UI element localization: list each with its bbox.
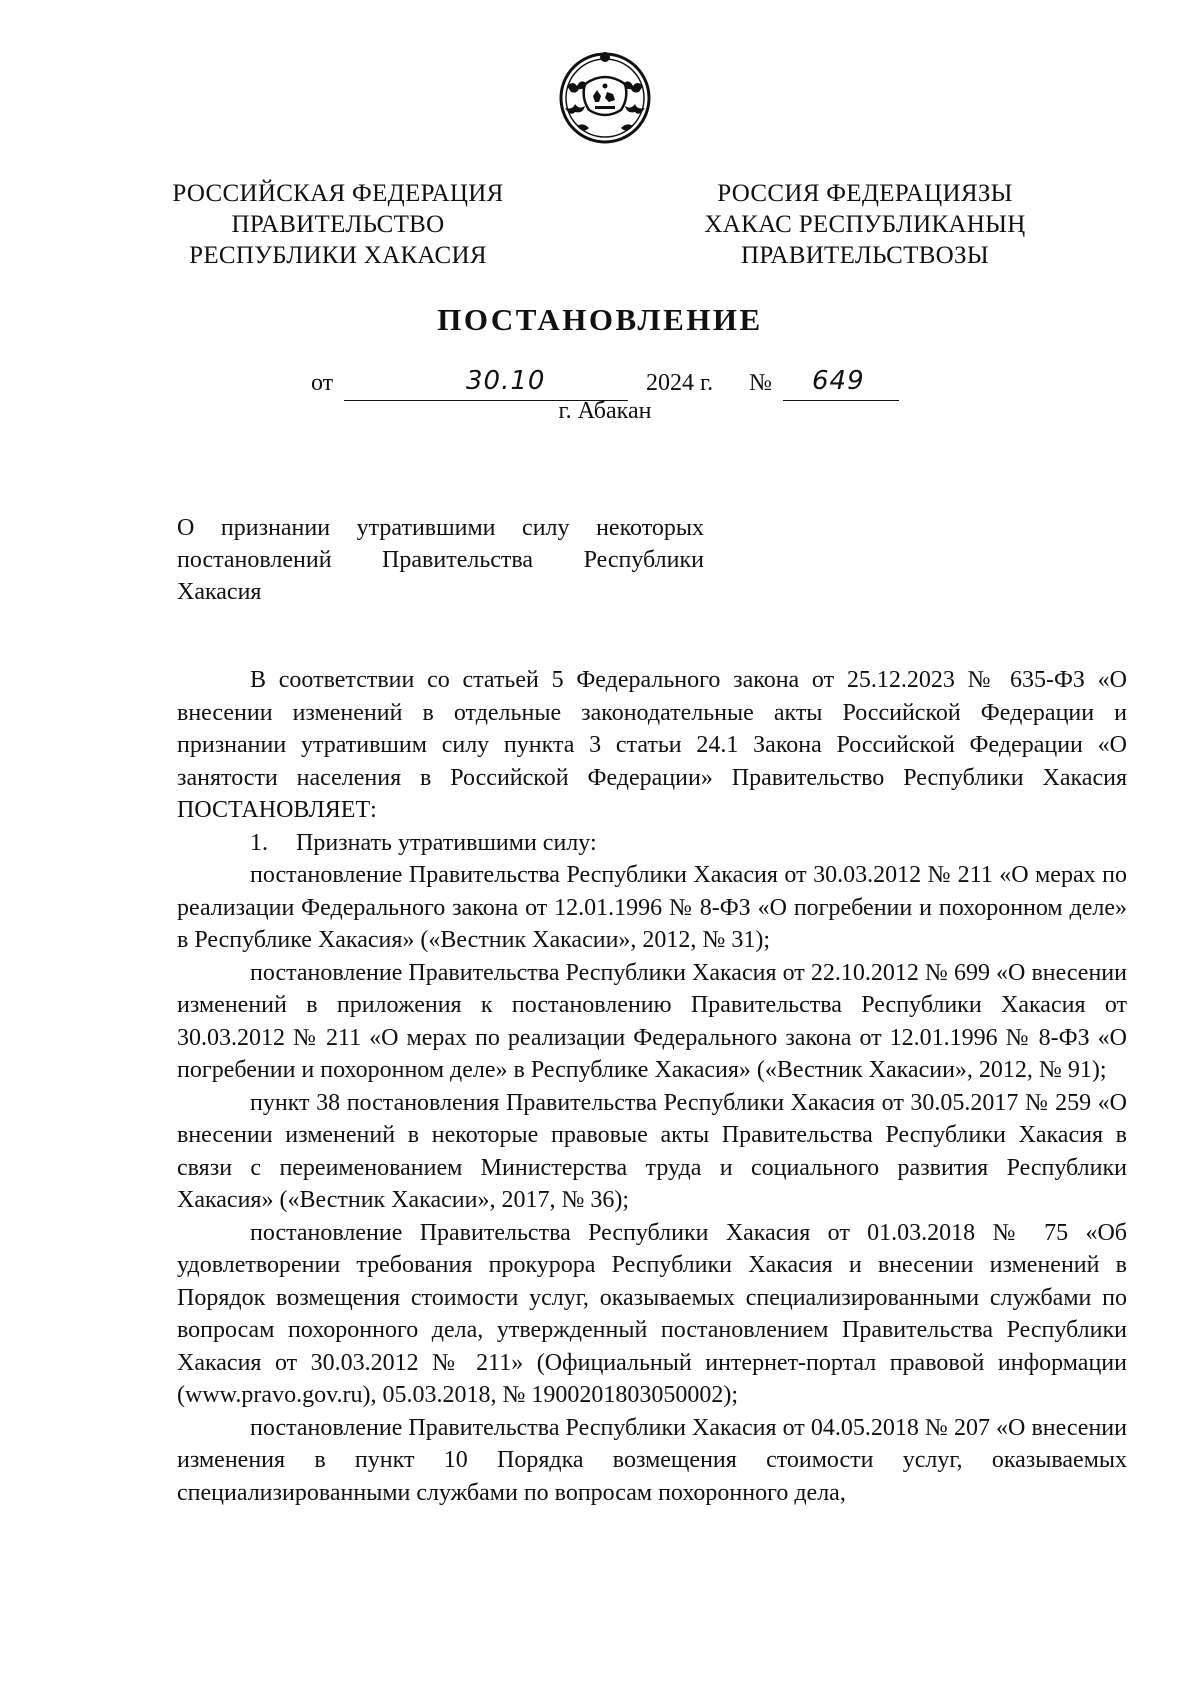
header-right-block: [700, 178, 1030, 271]
handwritten-date: 30.10: [466, 366, 546, 396]
preamble-paragraph: В соответствии со статьей 5 Федерального закона от 25.12.2023 № 635-ФЗ «О внесении изменений в отдельные законодательные акты Российской Федерации и признании утратившим силу пункта 3 статьи 24.1 Закона Российской Федерации «О занятости населения в Российской Федерации» Правительство Республики Хакасия ПОСТАНОВЛЯЕТ:: [177, 667, 1127, 823]
document-body: [177, 664, 1127, 1509]
repealed-act-paragraph: постановление Правительства Республики Хакасия от 01.03.2018 № 75 «Об удовлетворении требования прокурора Республики Хакасия и внесении изменений в Порядок возмещения стоимости услуг, оказываемых специализированными службами по вопросам похоронного дела, утвержденный постановлением Правительства Республики Хакасия от 30.03.2012 № 211» (Официальный интернет-портал правовой информации (www.pravo.gov.ru), 05.03.2018, № 1900201803050002);: [177, 1219, 1127, 1408]
date-from-label: от: [311, 370, 334, 396]
item-text: Признать утратившими силу:: [296, 829, 597, 856]
subject-line: Хакасия: [177, 579, 262, 605]
city-name: г. Абакан: [558, 398, 652, 424]
handwritten-number: 649: [812, 366, 865, 396]
header-left-block: [168, 178, 508, 271]
repealed-act-paragraph: постановление Правительства Республики Хакасия от 30.03.2012 № 211 «О мерах по реализации Федерального закона от 12.01.1996 № 8-ФЗ «О погребении и похоронном деле» в Республике Хакасия» («Вестник Хакасии», 2012, № 31);: [177, 862, 1127, 953]
coat-of-arms-emblem: [555, 46, 655, 146]
repealed-act-paragraph: пункт 38 постановления Правительства Республики Хакасия от 30.05.2017 № 259 «О внесении изменений в некоторые правовые акты Правительства Республики Хакасия в связи с переименованием Министерства труда и социального развития Республики Хакасия» («Вестник Хакасии», 2017, № 36);: [177, 1089, 1127, 1213]
header-right-line: РОССИЯ ФЕДЕРАЦИЯЗЫ: [717, 180, 1013, 207]
repealed-act-paragraph: постановление Правительства Республики Хакасия от 04.05.2018 № 207 «О внесении изменения в пункт 10 Порядка возмещения стоимости услуг, оказываемых специализированными службами по вопросам похоронного дела,: [177, 1414, 1127, 1506]
repealed-act-paragraph: постановление Правительства Республики Хакасия от 22.10.2012 № 699 «О внесении изменений в приложения к постановлению Правительства Республики Хакасия от 30.03.2012 № 211 «О мерах по реализации Федерального закона от 12.01.1996 № 8-ФЗ «О погребении и похоронном деле» в Республике Хакасия» («Вестник Хакасии», 2012, № 91);: [177, 959, 1127, 1083]
header-left-line: РОССИЙСКАЯ ФЕДЕРАЦИЯ: [172, 180, 504, 207]
header-left-line: РЕСПУБЛИКИ ХАКАСИЯ: [189, 242, 487, 269]
header-right-line: ПРАВИТЕЛЬСТВОЗЫ: [741, 242, 989, 269]
number-label: №: [749, 370, 772, 396]
date-year: 2024 г.: [646, 370, 714, 396]
item-1: [177, 827, 1127, 860]
subject-line: постановлений Правительства Республики: [177, 547, 704, 573]
item-number: 1.: [250, 829, 268, 856]
subject-heading: [177, 512, 704, 608]
document-title: ПОСТАНОВЛЕНИЕ: [437, 302, 763, 337]
header-right-line: ХАКАС РЕСПУБЛИКАНЫҢ: [704, 211, 1026, 238]
subject-line: О признании утратившими силу некоторых: [177, 515, 704, 541]
header-left-line: ПРАВИТЕЛЬСТВО: [231, 211, 445, 238]
